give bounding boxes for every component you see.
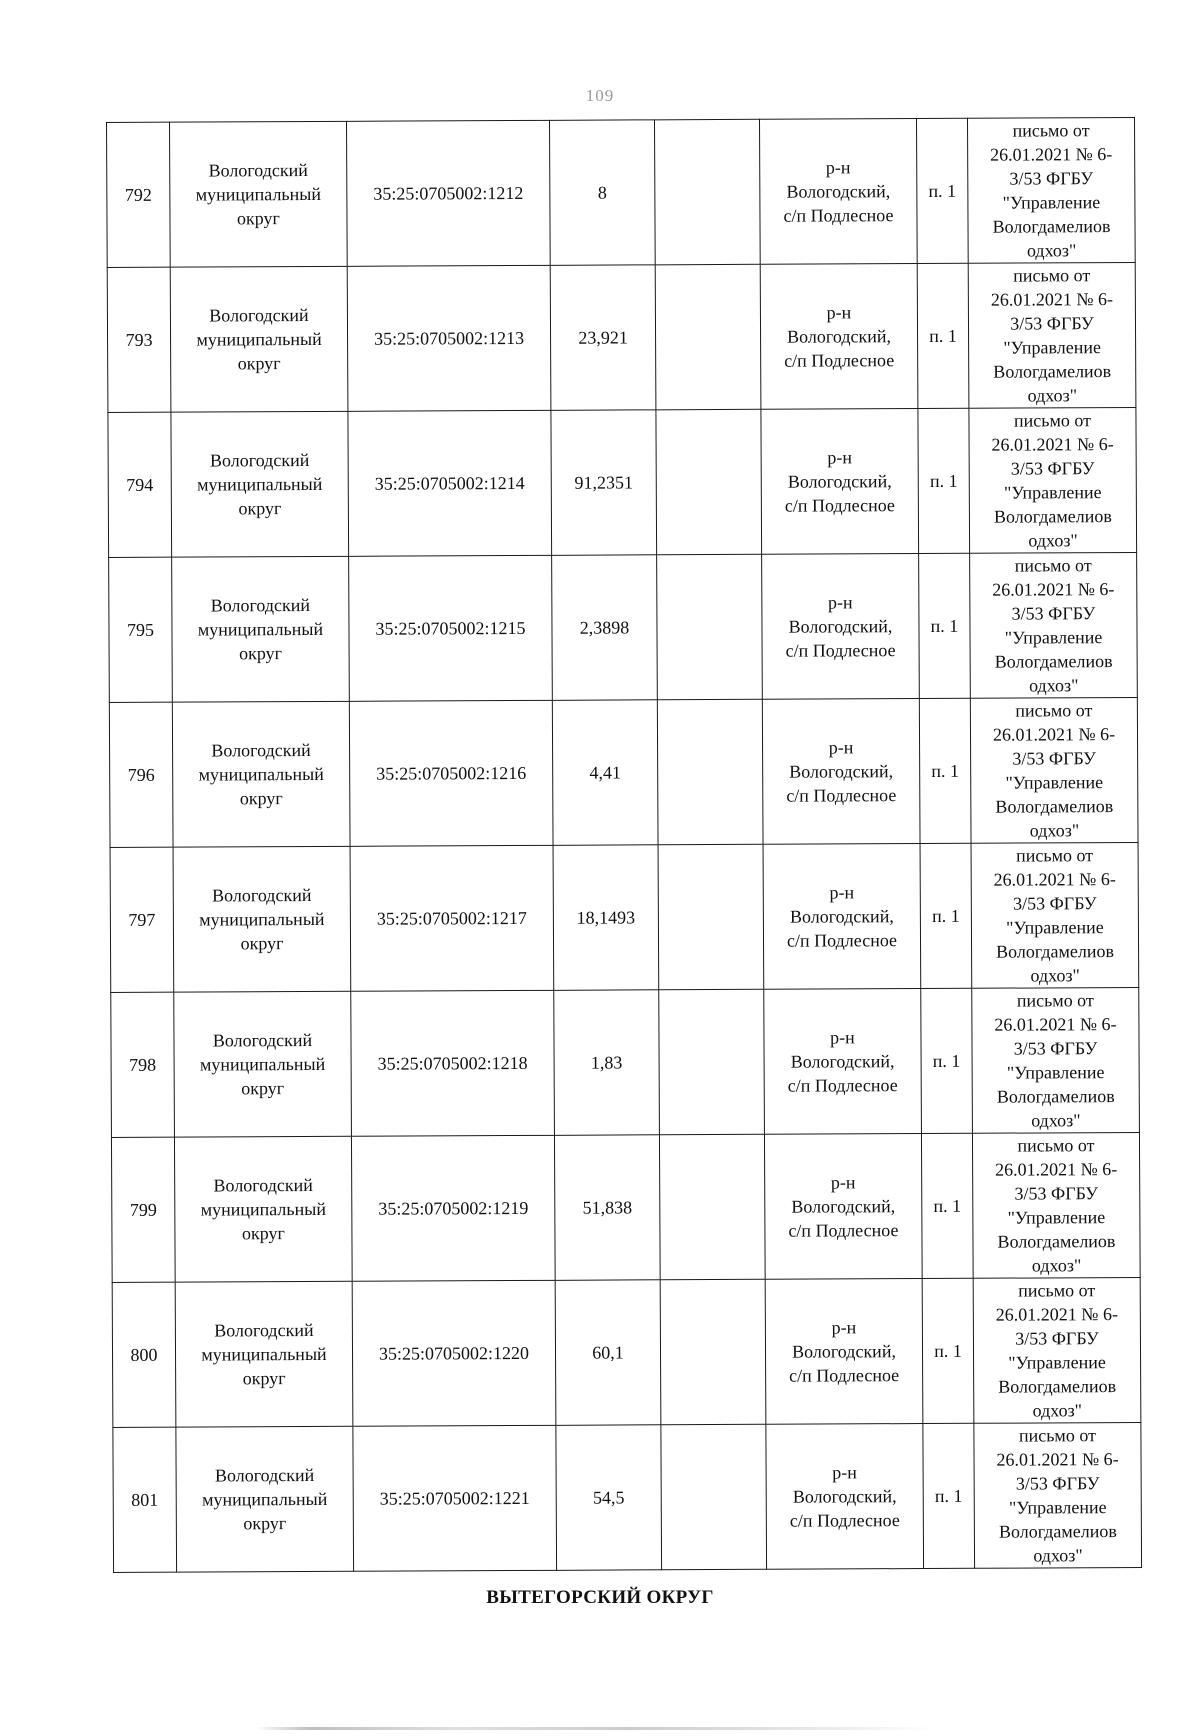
district-line: Вологодский — [212, 1030, 313, 1051]
row-number-cell: 798 — [111, 992, 175, 1137]
location-cell — [762, 554, 920, 700]
location-line: Вологодский, — [791, 1196, 896, 1217]
location-cell — [762, 699, 920, 845]
district-line: округ — [236, 208, 280, 229]
district-line: Вологодский — [213, 1175, 313, 1196]
document-line: одхоз" — [1028, 675, 1079, 696]
cadastral-number-cell: 35:25:0705002:1217 — [350, 845, 554, 991]
point-cell: п. 1 — [916, 118, 968, 263]
district-line: округ — [239, 643, 283, 664]
document-line: Вологдамелиов — [997, 1231, 1116, 1252]
district-cell — [172, 701, 350, 847]
district-line: муниципальный — [201, 1343, 327, 1365]
table-row — [111, 1132, 1140, 1282]
document-line: 3/53 ФГБУ — [1010, 458, 1095, 479]
table-row — [107, 117, 1136, 267]
document-line: письмо от — [1013, 410, 1092, 431]
document-line: 3/53 ФГБУ — [1012, 748, 1096, 769]
document-line: 26.01.2021 № 6- — [992, 724, 1116, 745]
document-line: 26.01.2021 № 6- — [992, 579, 1115, 600]
district-line: округ — [242, 1368, 286, 1389]
table-row — [109, 697, 1138, 847]
location-line: р-н — [827, 592, 853, 613]
district-cell — [174, 991, 352, 1137]
document-line: 26.01.2021 № 6- — [994, 1014, 1117, 1035]
cadastral-number-cell: 35:25:0705002:1213 — [347, 265, 551, 411]
document-line: письмо от — [1016, 990, 1094, 1011]
point-cell: п. 1 — [922, 1278, 974, 1423]
document-cell — [971, 842, 1139, 988]
location-cell — [760, 264, 918, 410]
document-line: письмо от — [1018, 1280, 1096, 1301]
document-cell — [970, 552, 1138, 698]
location-line: р-н — [832, 1462, 857, 1483]
document-line: 26.01.2021 № 6- — [990, 289, 1114, 310]
district-line: Вологодский — [209, 450, 310, 471]
point-cell: п. 1 — [919, 698, 971, 843]
location-line: Вологодский, — [787, 471, 892, 492]
empty-cell — [661, 1424, 767, 1570]
empty-cell — [655, 264, 761, 410]
document-line: Вологдамелиов — [994, 651, 1113, 672]
document-cell — [970, 697, 1138, 843]
document-line: одхоз" — [1031, 1110, 1081, 1131]
location-line: Вологодский, — [786, 181, 891, 202]
document-line: письмо от — [1017, 1135, 1095, 1156]
empty-cell — [658, 844, 764, 990]
district-line: муниципальный — [198, 763, 324, 785]
document-line: одхоз" — [1032, 1400, 1083, 1421]
document-cell — [968, 262, 1136, 408]
empty-cell — [656, 409, 762, 555]
document-cell — [973, 1277, 1141, 1423]
document-line: "Управление — [1007, 1207, 1106, 1228]
document-line: Вологдамелиов — [993, 361, 1112, 382]
location-line: р-н — [825, 157, 851, 178]
location-cell — [764, 989, 922, 1135]
empty-cell — [654, 119, 760, 265]
location-line: р-н — [830, 1172, 856, 1193]
cadastral-number-cell: 35:25:0705002:1220 — [352, 1280, 556, 1426]
location-line: Вологодский, — [792, 1341, 896, 1362]
table-row — [107, 262, 1136, 412]
row-number-cell: 799 — [111, 1137, 175, 1282]
document-line: "Управление — [1004, 627, 1103, 648]
location-line: с/п Подлесное — [786, 785, 897, 806]
area-cell: 60,1 — [555, 1280, 661, 1426]
point-cell: п. 1 — [923, 1423, 975, 1568]
point-cell: п. 1 — [918, 408, 970, 553]
document-line: 3/53 ФГБУ — [1014, 1183, 1099, 1204]
area-cell: 1,83 — [554, 990, 660, 1136]
row-number-cell: 793 — [107, 267, 171, 412]
point-cell: п. 1 — [919, 553, 971, 698]
location-line: р-н — [827, 447, 853, 468]
document-line: Вологдамелиов — [996, 941, 1115, 962]
table-row — [113, 1422, 1142, 1572]
location-cell — [763, 844, 921, 990]
document-line: "Управление — [1002, 192, 1101, 213]
district-cell — [173, 846, 351, 992]
area-cell: 18,1493 — [553, 845, 659, 991]
cadastral-number-cell: 35:25:0705002:1219 — [351, 1135, 555, 1281]
document-line: 3/53 ФГБУ — [1010, 313, 1094, 334]
location-line: с/п Подлесное — [785, 640, 896, 661]
district-line: Вологодский — [212, 885, 312, 906]
document-cell — [967, 117, 1135, 263]
table-row — [112, 1277, 1141, 1427]
document-line: Вологдамелиов — [993, 506, 1112, 527]
table-row — [111, 987, 1140, 1137]
district-line: муниципальный — [195, 183, 322, 205]
point-cell: п. 1 — [917, 263, 969, 408]
location-line: с/п Подлесное — [788, 1220, 899, 1241]
section-heading: ВЫТЕГОРСКИЙ ОКРУГ — [486, 1587, 714, 1608]
empty-cell — [659, 1134, 765, 1280]
district-line: муниципальный — [202, 1488, 328, 1510]
district-line: Вологодский — [211, 740, 311, 761]
district-line: округ — [243, 1513, 287, 1534]
area-cell: 2,3898 — [552, 555, 658, 701]
document-line: 3/53 ФГБУ — [1012, 893, 1097, 914]
table-row — [108, 407, 1137, 557]
district-line: округ — [241, 1078, 285, 1099]
empty-cell — [657, 554, 763, 700]
document-line: Вологдамелиов — [992, 216, 1111, 237]
district-line: Вологодский — [208, 160, 308, 181]
location-line: р-н — [831, 1317, 857, 1338]
document-line: 3/53 ФГБУ — [1011, 603, 1096, 624]
document-line: 26.01.2021 № 6- — [991, 434, 1114, 455]
document-line: Вологдамелиов — [996, 1086, 1115, 1107]
district-line: муниципальный — [197, 473, 323, 495]
document-line: одхоз" — [1028, 530, 1078, 551]
district-line: Вологодский — [210, 595, 311, 616]
scan-artifact — [255, 1727, 935, 1730]
district-line: округ — [238, 498, 282, 519]
document-line: письмо от — [1018, 1425, 1096, 1446]
district-cell — [171, 411, 349, 557]
document-line: Вологдамелиов — [998, 1521, 1117, 1542]
district-cell — [170, 121, 348, 267]
document-line: 26.01.2021 № 6- — [996, 1449, 1119, 1470]
document-line: "Управление — [1008, 1352, 1106, 1373]
location-line: Вологодский, — [792, 1486, 897, 1507]
district-cell — [172, 556, 350, 702]
location-line: Вологодский, — [788, 616, 893, 637]
location-line: с/п Подлесное — [784, 495, 895, 516]
document-line: 3/53 ФГБУ — [1013, 1038, 1098, 1059]
point-cell: п. 1 — [920, 843, 972, 988]
document-line: 3/53 ФГБУ — [1015, 1473, 1100, 1494]
land-plots-table — [106, 117, 1142, 1573]
document-line: "Управление — [1006, 1062, 1105, 1083]
document-line: "Управление — [1005, 772, 1104, 793]
location-line: с/п Подлесное — [787, 1075, 898, 1096]
document-line: письмо от — [1015, 700, 1093, 721]
district-line: Вологодский — [209, 305, 309, 326]
table-row — [110, 842, 1139, 992]
district-line: Вологодский — [214, 1464, 315, 1486]
area-cell: 91,2351 — [551, 410, 657, 556]
district-line: муниципальный — [199, 908, 325, 930]
document-line: одхоз" — [1033, 1545, 1083, 1566]
location-cell — [766, 1424, 924, 1570]
document-cell — [974, 1422, 1142, 1568]
district-line: округ — [237, 353, 281, 374]
location-line: с/п Подлесное — [783, 205, 894, 226]
district-line: округ — [239, 788, 283, 809]
location-line: р-н — [830, 1027, 855, 1048]
document-line: Вологдамелиов — [998, 1376, 1117, 1397]
empty-cell — [660, 1279, 766, 1425]
page-number: 109 — [585, 86, 615, 105]
district-line: Вологодский — [214, 1320, 314, 1341]
document-line: "Управление — [1003, 337, 1101, 358]
document-line: одхоз" — [1030, 965, 1080, 986]
point-cell: п. 1 — [921, 1133, 973, 1278]
row-number-cell: 800 — [112, 1282, 176, 1427]
document-line: письмо от — [1013, 265, 1091, 286]
district-line: муниципальный — [197, 618, 324, 640]
document-line: 26.01.2021 № 6- — [993, 869, 1116, 890]
cadastral-number-cell: 35:25:0705002:1215 — [349, 555, 553, 701]
district-line: округ — [241, 1223, 285, 1244]
cadastral-number-cell: 35:25:0705002:1216 — [349, 700, 553, 846]
location-cell — [764, 1134, 922, 1280]
document-line: одхоз" — [1031, 1255, 1082, 1276]
location-line: с/п Подлесное — [789, 1510, 900, 1531]
document-line: "Управление — [1003, 482, 1102, 503]
document-line: Вологдамелиов — [995, 796, 1114, 817]
row-number-cell: 796 — [109, 702, 173, 847]
row-number-cell: 794 — [108, 412, 172, 557]
location-cell — [765, 1279, 923, 1425]
empty-cell — [657, 699, 763, 845]
area-cell: 51,838 — [554, 1135, 660, 1281]
row-number-cell: 801 — [113, 1427, 177, 1572]
location-cell — [761, 409, 919, 555]
location-line: Вологодский, — [790, 1051, 895, 1072]
document-line: "Управление — [1008, 1497, 1107, 1518]
district-cell — [175, 1281, 353, 1427]
document-cell — [972, 987, 1140, 1133]
location-line: р-н — [828, 737, 854, 758]
location-line: Вологодский, — [789, 761, 894, 782]
document-line: 26.01.2021 № 6- — [990, 144, 1113, 165]
document-cell — [972, 1132, 1140, 1278]
cadastral-number-cell: 35:25:0705002:1221 — [353, 1425, 557, 1571]
cadastral-number-cell: 35:25:0705002:1218 — [351, 990, 555, 1136]
document-line: письмо от — [1012, 120, 1090, 141]
document-line: одхоз" — [1027, 385, 1078, 406]
location-line: Вологодский, — [787, 326, 892, 347]
district-cell — [174, 1136, 352, 1282]
table-row — [109, 552, 1138, 702]
document-line: письмо от — [1014, 555, 1092, 576]
document-line: одхоз" — [1029, 820, 1080, 841]
area-cell: 8 — [549, 120, 655, 266]
district-cell — [170, 266, 348, 412]
row-number-cell: 795 — [109, 557, 173, 702]
document-line: "Управление — [1006, 917, 1104, 938]
document-line: 3/53 ФГБУ — [1009, 168, 1094, 189]
document-line: одхоз" — [1026, 240, 1077, 261]
cadastral-number-cell: 35:25:0705002:1214 — [348, 410, 552, 556]
area-cell: 4,41 — [552, 700, 658, 846]
location-line: р-н — [829, 882, 855, 903]
row-number-cell: 797 — [110, 847, 174, 992]
location-cell — [759, 119, 917, 265]
document-cell — [969, 407, 1137, 553]
location-line: р-н — [826, 302, 852, 323]
table-body — [107, 117, 1142, 1572]
document-line: 3/53 ФГБУ — [1015, 1328, 1099, 1349]
location-line: с/п Подлесное — [786, 930, 898, 951]
area-cell: 54,5 — [556, 1425, 662, 1571]
location-line: Вологодский, — [789, 906, 894, 927]
district-line: муниципальный — [200, 1198, 326, 1220]
document-line: письмо от — [1016, 845, 1094, 866]
point-cell: п. 1 — [921, 988, 973, 1133]
row-number-cell: 792 — [107, 122, 171, 267]
location-line: с/п Подлесное — [784, 350, 895, 371]
cadastral-number-cell: 35:25:0705002:1212 — [346, 120, 550, 266]
location-line: с/п Подлесное — [789, 1365, 900, 1386]
district-cell — [176, 1426, 354, 1572]
document-line: 26.01.2021 № 6- — [995, 1304, 1118, 1325]
district-line: округ — [240, 933, 284, 954]
area-cell: 23,921 — [550, 265, 656, 411]
district-line: муниципальный — [199, 1053, 326, 1075]
district-line: муниципальный — [196, 328, 322, 350]
empty-cell — [659, 989, 765, 1135]
document-line: 26.01.2021 № 6- — [994, 1159, 1118, 1180]
